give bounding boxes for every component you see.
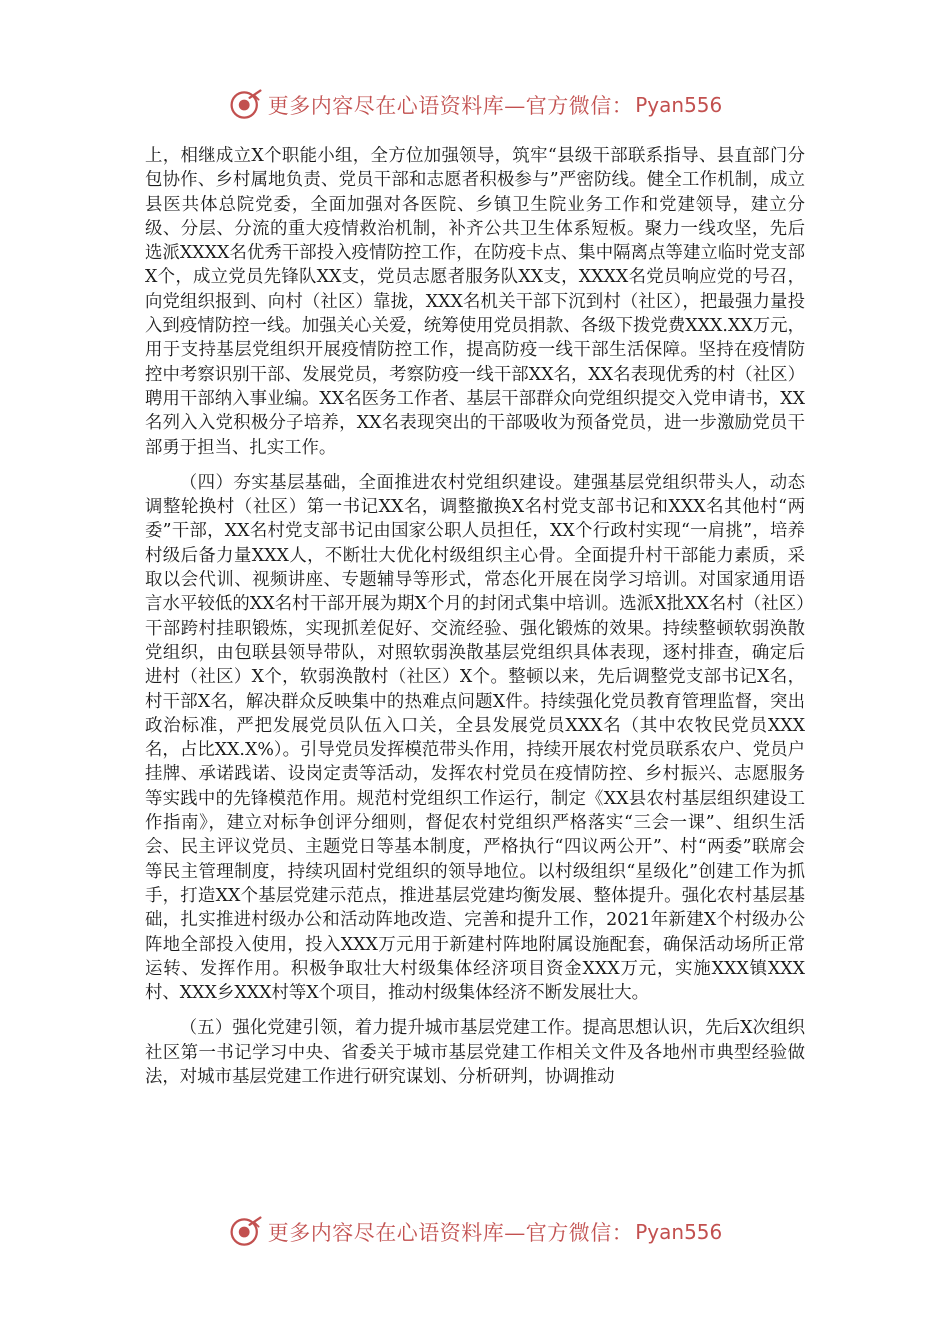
paragraph-section-4: （四）夯实基层基础，全面推进农村党组织建设。建强基层党组织带头人，动态调整轮换村（社区）第一书记XX名，调整撤换X名村党支部书记和XXX名其他村“两委”干部，XX名村党支部书记由国家公职人员担任，XX个行政村实现“一肩挑”，培养村级后备力量XXX人，不断壮大优化村级组织主心骨。全面提升村干部能力素质，采取以会代训、视频讲座、专题辅导等形式，常态化开展在岗学习培训。对国家通用语言水平较低的XX名村干部开展为期X个月的封闭式集中培训。选派X批XX名村（社区）干部跨村挂职锻炼，实现抓差促好、交流经验、强化锻炼的效果。持续整顿软弱涣散党组织，由包联县领导带队，对照软弱涣散基层党组织具体表现，逐村排查，确定后进村（社区）X个，软弱涣散村（社区）X个。整顿以来，先后调整党支部书记X名，村干部X名，解决群众反映集中的热难点问题X件。持续强化党员教育管理监督，突出政治标准，严把发展党员队伍入口关，全县发展党员XXX名（其中农牧民党员XXX名，占比XX.X%）。引导党员发挥模范带头作用，持续开展农村党员联系农户、党员户挂牌、承诺践诺、设岗定责等活动，发挥农村党员在疫情防控、乡村振兴、志愿服务等实践中的先锋模范作用。规范村党组织工作运行，制定《XX县农村基层组织建设工作指南》，建立对标争创评分细则，督促农村党组织严格落实“三会一课”、组织生活会、民主评议党员、主题党日等基本制度，严格执行“四议两公开”、村“两委”联席会等民主管理制度，持续巩固村党组织的领导地位。以村级组织“星级化”创建工作为抓手，打造XX个基层党建示范点，推进基层党建均衡发展、整体提升。强化农村基层基础，扎实推进村级办公和活动阵地改造、完善和提升工作，2021年新建X个村级办公阵地全部投入使用，投入XXX万元用于新建村阵地附属设施配套，确保活动场所正常运转、发挥作用。积极争取壮大村级集体经济项目资金XXX万元，实施XXX镇XXX村、XXX乡XXX村等X个项目，推动村级集体经济不断发展壮大。 xyxy=(145,472,805,1004)
paragraph-section-5: （五）强化党建引领，着力提升城市基层党建工作。提高思想认识，先后X次组织社区第一书记学习中央、省委关于城市基层党建工作相关文件及各地州市典型经验做法，对城市基层党建工作进行研究谋划、分析研判，协调推动 xyxy=(145,1018,805,1087)
logo-icon xyxy=(228,1214,264,1250)
banner-code: Pyan556 xyxy=(635,93,723,117)
footer-banner xyxy=(0,1212,950,1252)
banner-text: 更多内容尽在心语资料库—官方微信： xyxy=(267,94,634,118)
document-body xyxy=(145,144,805,1100)
paragraph-continued: 上，相继成立X个职能小组，全方位加强领导，筑牢“县级干部联系指导、县直部门分包协作、乡村属地负责、党员干部和志愿者积极参与”严密防线。健全工作机制，成立县医共体总院党委，全面加强对各医院、乡镇卫生院业务工作和党建领导，建立分级、分层、分流的重大疫情救治机制，补齐公共卫生体系短板。聚力一线攻坚，先后选派XXXX名优秀干部投入疫情防控工作，在防疫卡点、集中隔离点等建立临时党支部X个，成立党员先锋队XX支，党员志愿者服务队XX支，XXXX名党员响应党的号召，向党组织报到、向村（社区）靠拢，XXX名机关干部下沉到村（社区），把最强力量投入到疫情防控一线。加强关心关爱，统筹使用党员捐款、各级下拨党费XXX.XX万元，用于支持基层党组织开展疫情防控工作，提高防疫一线干部生活保障。坚持在疫情防控中考察识别干部、发展党员，考察防疫一线干部XX名，XX名表现优秀的村（社区）聘用干部纳入事业编。XX名医务工作者、基层干部群众向党组织提交入党申请书，XX名列入入党积极分子培养，XX名表现突出的干部吸收为预备党员，进一步激励党员干部勇于担当、扎实工作。 xyxy=(145,146,805,458)
banner-code: Pyan556 xyxy=(635,1220,723,1244)
header-banner xyxy=(0,85,950,125)
logo-icon xyxy=(228,87,264,123)
banner-text: 更多内容尽在心语资料库—官方微信： xyxy=(267,1221,634,1245)
